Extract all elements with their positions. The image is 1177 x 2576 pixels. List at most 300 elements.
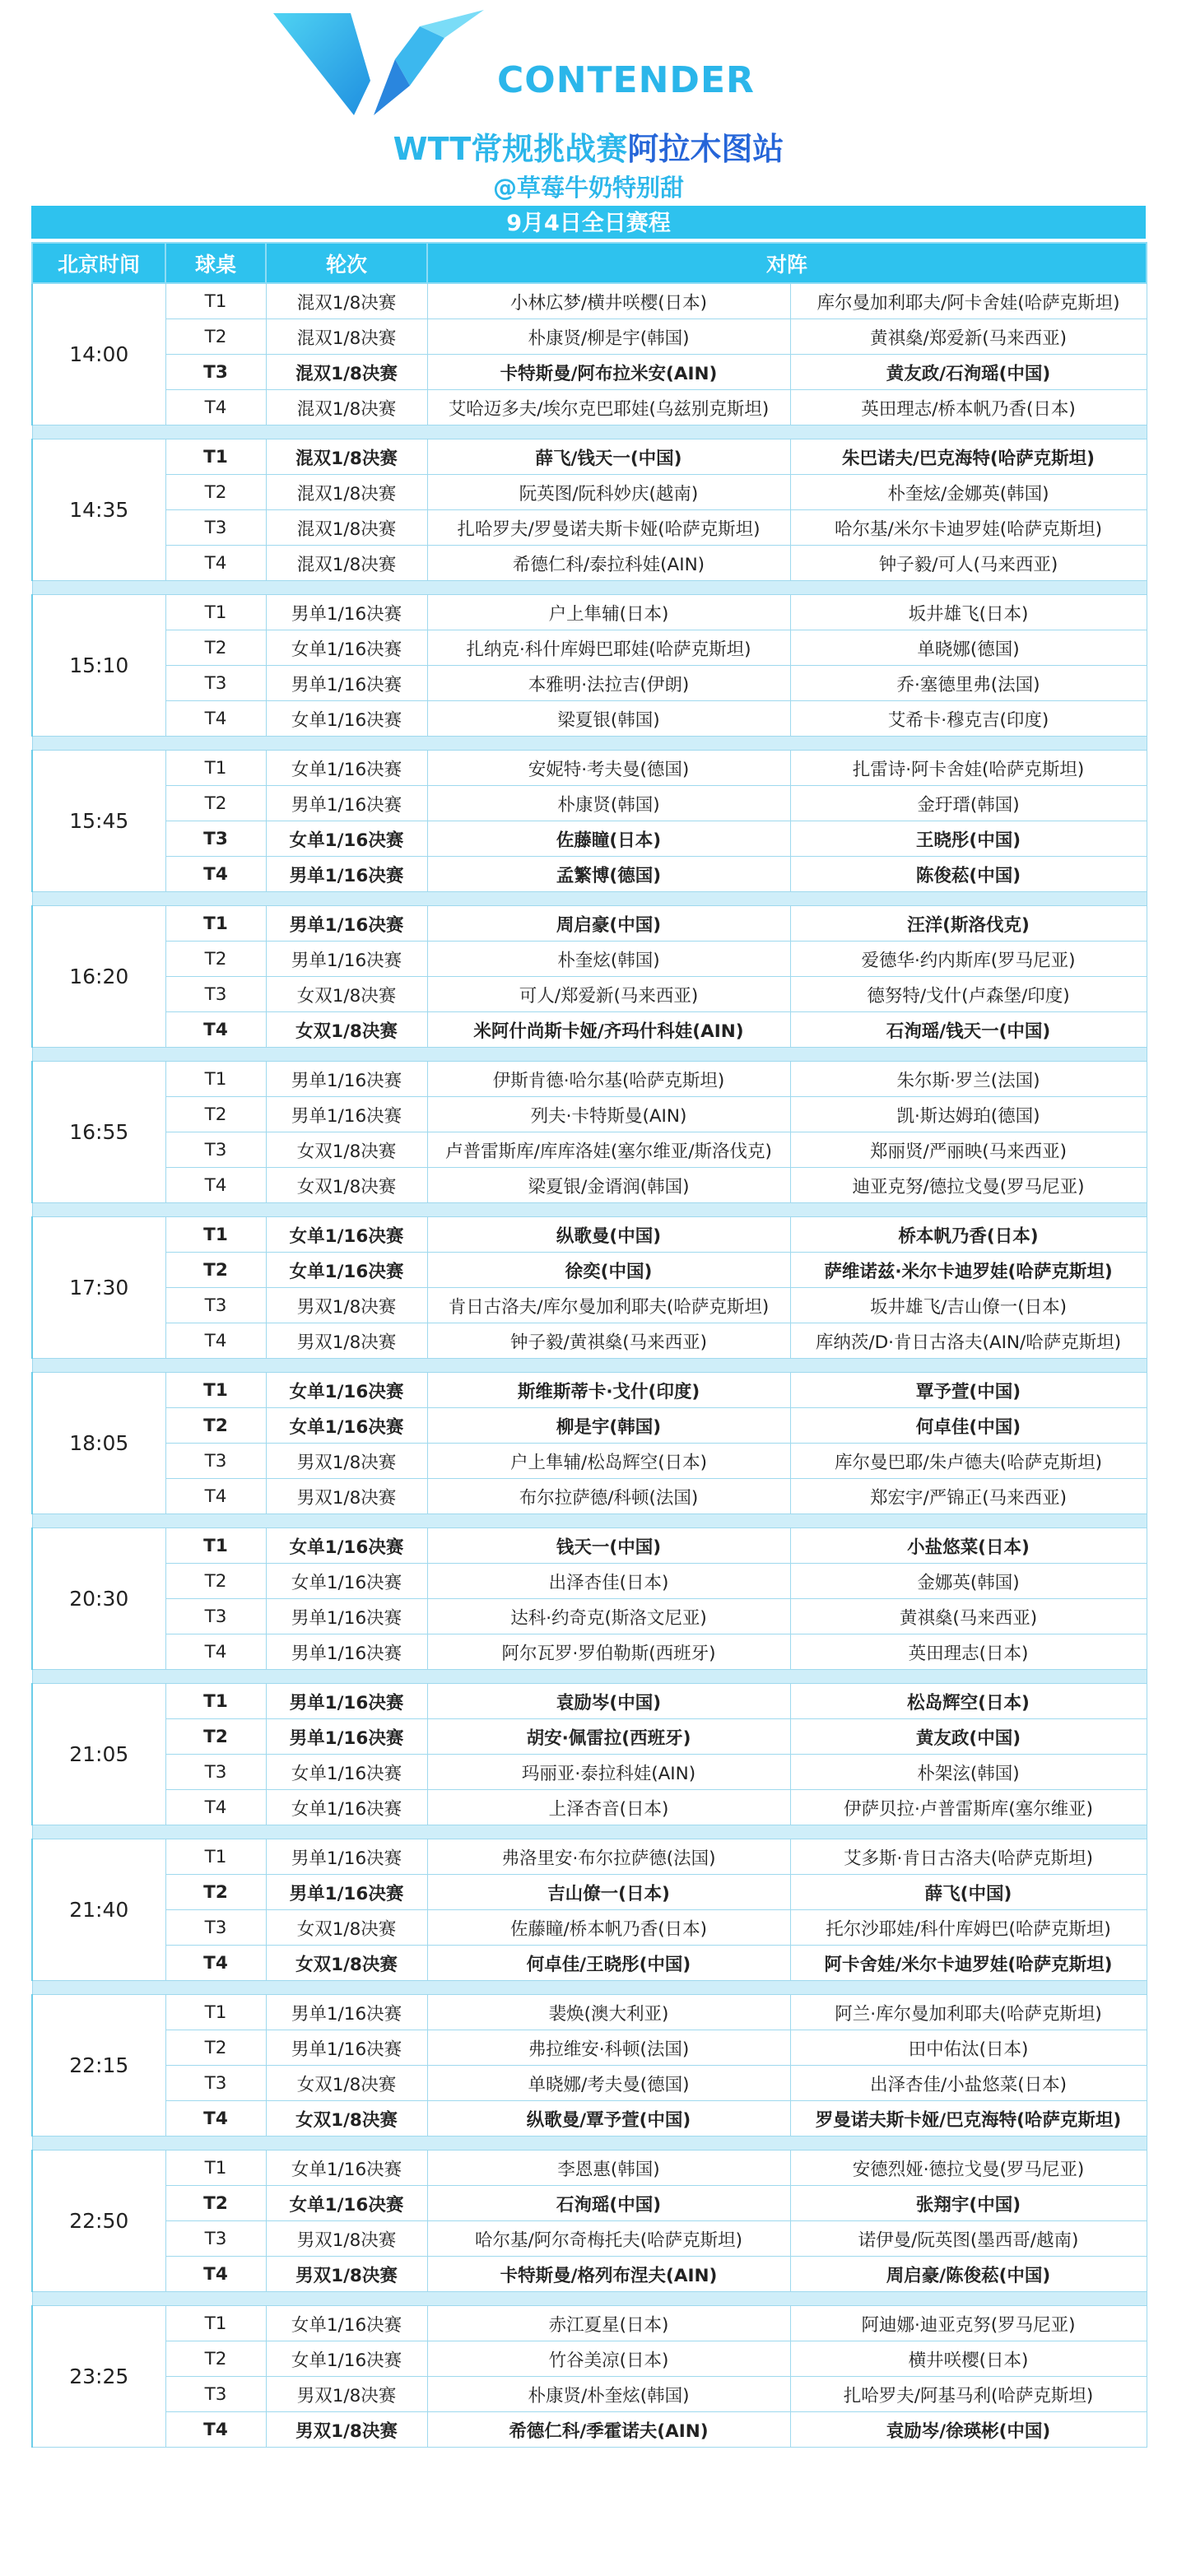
block-separator <box>32 1670 1147 1684</box>
player1-cell: 朴康贤/朴奎炫(韩国) <box>427 2377 790 2412</box>
date-title: 9月4日全日赛程 <box>31 206 1146 242</box>
table-row <box>32 786 1147 821</box>
player2-cell: 德努特/戈什(卢森堡/印度) <box>790 977 1147 1012</box>
table-cell: T3 <box>165 355 266 390</box>
player1-cell: 吉山僚一(日本) <box>427 1875 790 1910</box>
table-cell: T3 <box>165 821 266 857</box>
player2-cell: 黄友政/石洵瑶(中国) <box>790 355 1147 390</box>
time-cell: 17:30 <box>32 1217 165 1359</box>
player1-cell: 安妮特·考夫曼(德国) <box>427 751 790 786</box>
player1-cell: 薛飞/钱天一(中国) <box>427 439 790 475</box>
player2-cell: 王晓彤(中国) <box>790 821 1147 857</box>
separator-cell <box>32 892 1147 906</box>
table-cell: T1 <box>165 1684 266 1719</box>
schedule-body <box>32 283 1147 2448</box>
brand-wordmark: CONTENDER <box>497 59 755 101</box>
table-cell: T2 <box>165 1408 266 1444</box>
separator-cell <box>32 2137 1147 2151</box>
table-row <box>32 1097 1147 1132</box>
table-cell: T3 <box>165 1599 266 1634</box>
player2-cell: 朴奎炫/金娜英(韩国) <box>790 475 1147 510</box>
time-cell: 21:40 <box>32 1839 165 1981</box>
col-header-time: 北京时间 <box>32 243 165 283</box>
player1-cell: 徐奕(中国) <box>427 1253 790 1288</box>
table-cell: T3 <box>165 2221 266 2257</box>
table-cell: T4 <box>165 1946 266 1981</box>
player2-cell: 英田理志(日本) <box>790 1634 1147 1670</box>
player1-cell: 户上隼辅(日本) <box>427 595 790 630</box>
player2-cell: 钟子毅/可人(马来西亚) <box>790 546 1147 581</box>
table-cell: T3 <box>165 1755 266 1790</box>
table-row <box>32 1755 1147 1790</box>
player2-cell: 郑丽贤/严丽映(马来西亚) <box>790 1132 1147 1168</box>
player1-cell: 出泽杏佳(日本) <box>427 1564 790 1599</box>
player1-cell: 弗拉维安·科顿(法国) <box>427 2030 790 2066</box>
player2-cell: 小盐悠菜(日本) <box>790 1528 1147 1564</box>
player2-cell: 黄祺燊/郑爱新(马来西亚) <box>790 319 1147 355</box>
player1-cell: 袁励岑(中国) <box>427 1684 790 1719</box>
player1-cell: 可人/郑爱新(马来西亚) <box>427 977 790 1012</box>
player2-cell: 坂井雄飞/吉山僚一(日本) <box>790 1288 1147 1323</box>
player1-cell: 卡特斯曼/阿布拉米安(AIN) <box>427 355 790 390</box>
player2-cell: 金娜英(韩国) <box>790 1564 1147 1599</box>
table-cell: T2 <box>165 2341 266 2377</box>
time-cell: 22:50 <box>32 2151 165 2292</box>
table-cell: T1 <box>165 439 266 475</box>
round-cell: 女单1/16决赛 <box>266 2186 427 2221</box>
table-cell: T1 <box>165 1528 266 1564</box>
round-cell: 男单1/16决赛 <box>266 1097 427 1132</box>
player2-cell: 诺伊曼/阮英图(墨西哥/越南) <box>790 2221 1147 2257</box>
round-cell: 男双1/8决赛 <box>266 2257 427 2292</box>
separator-cell <box>32 1203 1147 1217</box>
player1-cell: 阿尔瓦罗·罗伯勒斯(西班牙) <box>427 1634 790 1670</box>
round-cell: 混双1/8决赛 <box>266 319 427 355</box>
round-cell: 混双1/8决赛 <box>266 510 427 546</box>
player1-cell: 周启豪(中国) <box>427 906 790 942</box>
table-cell: T4 <box>165 2101 266 2137</box>
table-row <box>32 1373 1147 1408</box>
table-row <box>32 1217 1147 1253</box>
table-cell: T3 <box>165 1288 266 1323</box>
round-cell: 女双1/8决赛 <box>266 1946 427 1981</box>
player2-cell: 汪洋(斯洛伐克) <box>790 906 1147 942</box>
round-cell: 女双1/8决赛 <box>266 1910 427 1946</box>
table-row <box>32 2066 1147 2101</box>
player2-cell: 库尔曼巴耶/朱卢德夫(哈萨克斯坦) <box>790 1444 1147 1479</box>
table-cell: T4 <box>165 546 266 581</box>
round-cell: 男单1/16决赛 <box>266 786 427 821</box>
player1-cell: 布尔拉萨德/科顿(法国) <box>427 1479 790 1514</box>
player1-cell: 赤江夏星(日本) <box>427 2306 790 2341</box>
table-cell: T2 <box>165 1097 266 1132</box>
player2-cell: 阿卡舍娃/米尔卡迪罗娃(哈萨克斯坦) <box>790 1946 1147 1981</box>
table-cell: T3 <box>165 666 266 701</box>
player2-cell: 托尔沙耶娃/科什库姆巴(哈萨克斯坦) <box>790 1910 1147 1946</box>
round-cell: 混双1/8决赛 <box>266 475 427 510</box>
player2-cell: 松岛辉空(日本) <box>790 1684 1147 1719</box>
player2-cell: 库纳茨/D·肯日古洛夫(AIN/哈萨克斯坦) <box>790 1323 1147 1359</box>
round-cell: 男双1/8决赛 <box>266 2377 427 2412</box>
time-cell: 22:15 <box>32 1995 165 2137</box>
player1-cell: 裴焕(澳大利亚) <box>427 1995 790 2030</box>
player2-cell: 库尔曼加利耶夫/阿卡舍娃(哈萨克斯坦) <box>790 283 1147 319</box>
table-row <box>32 1168 1147 1203</box>
table-row <box>32 1288 1147 1323</box>
player1-cell: 户上隼辅/松岛辉空(日本) <box>427 1444 790 1479</box>
player1-cell: 朴奎炫(韩国) <box>427 942 790 977</box>
table-header-row <box>32 243 1147 283</box>
table-cell: T2 <box>165 319 266 355</box>
player1-cell: 朴康贤(韩国) <box>427 786 790 821</box>
player2-cell: 横井咲樱(日本) <box>790 2341 1147 2377</box>
round-cell: 混双1/8决赛 <box>266 439 427 475</box>
table-cell: T2 <box>165 1564 266 1599</box>
time-cell: 21:05 <box>32 1684 165 1825</box>
table-row <box>32 2306 1147 2341</box>
block-separator <box>32 2292 1147 2306</box>
player2-cell: 艾希卡·穆克吉(印度) <box>790 701 1147 737</box>
separator-cell <box>32 1670 1147 1684</box>
round-cell: 女单1/16决赛 <box>266 751 427 786</box>
table-cell: T2 <box>165 1253 266 1288</box>
player1-cell: 哈尔基/阿尔奇梅托夫(哈萨克斯坦) <box>427 2221 790 2257</box>
page-title <box>0 123 1177 169</box>
table-row <box>32 1479 1147 1514</box>
player1-cell: 何卓佳/王晓彤(中国) <box>427 1946 790 1981</box>
table-cell: T2 <box>165 1719 266 1755</box>
table-row <box>32 1910 1147 1946</box>
player1-cell: 梁夏银/金谞润(韩国) <box>427 1168 790 1203</box>
player1-cell: 卢普雷斯库/库库洛娃(塞尔维亚/斯洛伐克) <box>427 1132 790 1168</box>
author-handle: @草莓牛奶特别甜 <box>492 174 684 202</box>
player1-cell: 钟子毅/黄祺燊(马来西亚) <box>427 1323 790 1359</box>
block-separator <box>32 2137 1147 2151</box>
table-cell: T3 <box>165 1910 266 1946</box>
round-cell: 女单1/16决赛 <box>266 1253 427 1288</box>
table-row <box>32 821 1147 857</box>
player1-cell: 希德仁科/泰拉科娃(AIN) <box>427 546 790 581</box>
player1-cell: 石洵瑶(中国) <box>427 2186 790 2221</box>
block-separator <box>32 1825 1147 1839</box>
round-cell: 男单1/16决赛 <box>266 595 427 630</box>
round-cell: 女单1/16决赛 <box>266 2306 427 2341</box>
table-row <box>32 2257 1147 2292</box>
player1-cell: 胡安·佩雷拉(西班牙) <box>427 1719 790 1755</box>
player1-cell: 达科·约奇克(斯洛文尼亚) <box>427 1599 790 1634</box>
round-cell: 混双1/8决赛 <box>266 390 427 425</box>
player2-cell: 爱德华·约内斯库(罗马尼亚) <box>790 942 1147 977</box>
block-separator <box>32 1514 1147 1528</box>
player1-cell: 纵歌曼(中国) <box>427 1217 790 1253</box>
table-cell: T1 <box>165 1373 266 1408</box>
separator-cell <box>32 425 1147 439</box>
player1-cell: 梁夏银(韩国) <box>427 701 790 737</box>
round-cell: 男单1/16决赛 <box>266 857 427 892</box>
player2-cell: 朴架泫(韩国) <box>790 1755 1147 1790</box>
table-cell: T3 <box>165 2377 266 2412</box>
player1-cell: 斯维斯蒂卡·戈什(印度) <box>427 1373 790 1408</box>
player2-cell: 黄祺燊(马来西亚) <box>790 1599 1147 1634</box>
table-row <box>32 1719 1147 1755</box>
player2-cell: 周启豪/陈俊菘(中国) <box>790 2257 1147 2292</box>
table-row <box>32 1946 1147 1981</box>
round-cell: 男双1/8决赛 <box>266 2221 427 2257</box>
round-cell: 男双1/8决赛 <box>266 2412 427 2448</box>
time-cell: 14:35 <box>32 439 165 581</box>
player1-cell: 弗洛里安·布尔拉萨德(法国) <box>427 1839 790 1875</box>
table-row <box>32 1839 1147 1875</box>
table-cell: T4 <box>165 701 266 737</box>
separator-cell <box>32 1359 1147 1373</box>
table-cell: T1 <box>165 1839 266 1875</box>
table-row <box>32 2186 1147 2221</box>
player1-cell: 卡特斯曼/格列布涅夫(AIN) <box>427 2257 790 2292</box>
round-cell: 男单1/16决赛 <box>266 2030 427 2066</box>
round-cell: 女双1/8决赛 <box>266 1012 427 1048</box>
player2-cell: 迪亚克努/德拉戈曼(罗马尼亚) <box>790 1168 1147 1203</box>
table-row <box>32 355 1147 390</box>
player2-cell: 黄友政(中国) <box>790 1719 1147 1755</box>
round-cell: 混双1/8决赛 <box>266 355 427 390</box>
table-cell: T2 <box>165 1875 266 1910</box>
round-cell: 女双1/8决赛 <box>266 1132 427 1168</box>
table-cell: T1 <box>165 2306 266 2341</box>
round-cell: 混双1/8决赛 <box>266 283 427 319</box>
round-cell: 男单1/16决赛 <box>266 666 427 701</box>
round-cell: 男单1/16决赛 <box>266 942 427 977</box>
round-cell: 男单1/16决赛 <box>266 1875 427 1910</box>
player1-cell: 佐藤瞳/桥本帆乃香(日本) <box>427 1910 790 1946</box>
round-cell: 男单1/16决赛 <box>266 1719 427 1755</box>
separator-cell <box>32 581 1147 595</box>
table-cell: T4 <box>165 1323 266 1359</box>
header <box>0 0 1177 206</box>
table-cell: T4 <box>165 2257 266 2292</box>
player2-cell: 桥本帆乃香(日本) <box>790 1217 1147 1253</box>
player2-cell: 张翔宇(中国) <box>790 2186 1147 2221</box>
player2-cell: 陈俊菘(中国) <box>790 857 1147 892</box>
table-row <box>32 1444 1147 1479</box>
table-row <box>32 2030 1147 2066</box>
player1-cell: 柳是宇(韩国) <box>427 1408 790 1444</box>
table-row <box>32 1253 1147 1288</box>
table-row <box>32 1564 1147 1599</box>
separator-cell <box>32 2292 1147 2306</box>
player1-cell: 玛丽亚·泰拉科娃(AIN) <box>427 1755 790 1790</box>
player2-cell: 阿迪娜·迪亚克努(罗马尼亚) <box>790 2306 1147 2341</box>
table-cell: T3 <box>165 1444 266 1479</box>
player1-cell: 米阿什尚斯卡娅/齐玛什科娃(AIN) <box>427 1012 790 1048</box>
block-separator <box>32 1359 1147 1373</box>
player1-cell: 纵歌曼/覃予萱(中国) <box>427 2101 790 2137</box>
player2-cell: 伊萨贝拉·卢普雷斯库(塞尔维亚) <box>790 1790 1147 1825</box>
time-cell: 14:00 <box>32 283 165 425</box>
block-separator <box>32 737 1147 751</box>
table-row <box>32 1323 1147 1359</box>
player1-cell: 肯日古洛夫/库尔曼加利耶夫(哈萨克斯坦) <box>427 1288 790 1323</box>
separator-cell <box>32 1825 1147 1839</box>
round-cell: 女单1/16决赛 <box>266 1790 427 1825</box>
round-cell: 女双1/8决赛 <box>266 1168 427 1203</box>
table-cell: T1 <box>165 2151 266 2186</box>
table-cell: T2 <box>165 475 266 510</box>
table-row <box>32 595 1147 630</box>
round-cell: 女单1/16决赛 <box>266 1373 427 1408</box>
table-cell: T1 <box>165 906 266 942</box>
table-cell: T1 <box>165 1062 266 1097</box>
player1-cell: 上泽杏音(日本) <box>427 1790 790 1825</box>
player2-cell: 阿兰·库尔曼加利耶夫(哈萨克斯坦) <box>790 1995 1147 2030</box>
player1-cell: 竹谷美凉(日本) <box>427 2341 790 2377</box>
contender-logo-icon <box>272 10 486 117</box>
table-row <box>32 751 1147 786</box>
player2-cell: 艾多斯·肯日古洛夫(哈萨克斯坦) <box>790 1839 1147 1875</box>
player1-cell: 钱天一(中国) <box>427 1528 790 1564</box>
player2-cell: 单晓娜(德国) <box>790 630 1147 666</box>
player2-cell: 罗曼诺夫斯卡娅/巴克海特(哈萨克斯坦) <box>790 2101 1147 2137</box>
player2-cell: 安德烈娅·德拉戈曼(罗马尼亚) <box>790 2151 1147 2186</box>
round-cell: 男单1/16决赛 <box>266 1839 427 1875</box>
player2-cell: 朱尔斯·罗兰(法国) <box>790 1062 1147 1097</box>
table-row <box>32 1599 1147 1634</box>
block-separator <box>32 1981 1147 1995</box>
table-cell: T1 <box>165 1995 266 2030</box>
time-cell: 16:55 <box>32 1062 165 1203</box>
table-row <box>32 857 1147 892</box>
block-separator <box>32 892 1147 906</box>
round-cell: 男双1/8决赛 <box>266 1479 427 1514</box>
table-row <box>32 2412 1147 2448</box>
table-row <box>32 1132 1147 1168</box>
round-cell: 男单1/16决赛 <box>266 1062 427 1097</box>
table-row <box>32 1528 1147 1564</box>
player1-cell: 朴康贤/柳是宇(韩国) <box>427 319 790 355</box>
player1-cell: 本雅明·法拉吉(伊朗) <box>427 666 790 701</box>
round-cell: 女双1/8决赛 <box>266 2101 427 2137</box>
separator-cell <box>32 1981 1147 1995</box>
table-row <box>32 1790 1147 1825</box>
table-row <box>32 1995 1147 2030</box>
player2-cell: 袁励岑/徐瑛彬(中国) <box>790 2412 1147 2448</box>
table-row <box>32 1408 1147 1444</box>
title-part-2: 阿拉木图站 <box>627 131 784 167</box>
col-header-matchup: 对阵 <box>427 243 1147 283</box>
round-cell: 女单1/16决赛 <box>266 2341 427 2377</box>
table-cell: T4 <box>165 1479 266 1514</box>
col-header-table: 球桌 <box>165 243 266 283</box>
table-cell: T1 <box>165 751 266 786</box>
player2-cell: 扎雷诗·阿卡舍娃(哈萨克斯坦) <box>790 751 1147 786</box>
round-cell: 男单1/16决赛 <box>266 1599 427 1634</box>
col-header-round: 轮次 <box>266 243 427 283</box>
player2-cell: 英田理志/桥本帆乃香(日本) <box>790 390 1147 425</box>
table-row <box>32 977 1147 1012</box>
time-cell: 18:05 <box>32 1373 165 1514</box>
player1-cell: 希德仁科/季霍诺夫(AIN) <box>427 2412 790 2448</box>
table-row <box>32 2221 1147 2257</box>
table-cell: T3 <box>165 510 266 546</box>
table-row <box>32 630 1147 666</box>
player2-cell: 朱巴诺夫/巴克海特(哈萨克斯坦) <box>790 439 1147 475</box>
table-row <box>32 2101 1147 2137</box>
table-row <box>32 2341 1147 2377</box>
player2-cell: 乔·塞德里弗(法国) <box>790 666 1147 701</box>
table-cell: T4 <box>165 1634 266 1670</box>
table-cell: T4 <box>165 390 266 425</box>
player2-cell: 郑宏宇/严锦正(马来西亚) <box>790 1479 1147 1514</box>
player1-cell: 艾哈迈多夫/埃尔克巴耶娃(乌兹别克斯坦) <box>427 390 790 425</box>
table-row <box>32 390 1147 425</box>
player2-cell: 坂井雄飞(日本) <box>790 595 1147 630</box>
time-cell: 23:25 <box>32 2306 165 2448</box>
player2-cell: 金玗瑨(韩国) <box>790 786 1147 821</box>
table-cell: T4 <box>165 1012 266 1048</box>
table-row <box>32 1684 1147 1719</box>
round-cell: 女单1/16决赛 <box>266 1217 427 1253</box>
block-separator <box>32 425 1147 439</box>
table-row <box>32 283 1147 319</box>
table-cell: T2 <box>165 630 266 666</box>
table-row <box>32 546 1147 581</box>
player2-cell: 石洵瑶/钱天一(中国) <box>790 1012 1147 1048</box>
player2-cell: 凯·斯达姆珀(德国) <box>790 1097 1147 1132</box>
block-separator <box>32 581 1147 595</box>
player1-cell: 扎哈罗夫/罗曼诺夫斯卡娅(哈萨克斯坦) <box>427 510 790 546</box>
time-cell: 15:45 <box>32 751 165 892</box>
player1-cell: 阮英图/阮科妙庆(越南) <box>427 475 790 510</box>
round-cell: 男单1/16决赛 <box>266 1995 427 2030</box>
table-cell: T1 <box>165 283 266 319</box>
round-cell: 女单1/16决赛 <box>266 701 427 737</box>
block-separator <box>32 1048 1147 1062</box>
table-row <box>32 942 1147 977</box>
schedule-table <box>31 242 1147 2448</box>
player2-cell: 出泽杏佳/小盐悠菜(日本) <box>790 2066 1147 2101</box>
table-cell: T3 <box>165 2066 266 2101</box>
table-row <box>32 510 1147 546</box>
block-separator <box>32 1203 1147 1217</box>
table-row <box>32 666 1147 701</box>
table-cell: T2 <box>165 2186 266 2221</box>
table-cell: T1 <box>165 1217 266 1253</box>
round-cell: 女单1/16决赛 <box>266 630 427 666</box>
table-cell: T3 <box>165 1132 266 1168</box>
table-cell: T2 <box>165 2030 266 2066</box>
table-row <box>32 1875 1147 1910</box>
table-cell: T4 <box>165 1168 266 1203</box>
table-row <box>32 2151 1147 2186</box>
player1-cell: 李恩惠(韩国) <box>427 2151 790 2186</box>
player1-cell: 伊斯肯德·哈尔基(哈萨克斯坦) <box>427 1062 790 1097</box>
round-cell: 男单1/16决赛 <box>266 1684 427 1719</box>
table-row <box>32 2377 1147 2412</box>
table-row <box>32 319 1147 355</box>
round-cell: 女单1/16决赛 <box>266 1564 427 1599</box>
round-cell: 女单1/16决赛 <box>266 821 427 857</box>
player2-cell: 薛飞(中国) <box>790 1875 1147 1910</box>
round-cell: 女双1/8决赛 <box>266 977 427 1012</box>
player1-cell: 小林広梦/横井咲樱(日本) <box>427 283 790 319</box>
table-row <box>32 439 1147 475</box>
separator-cell <box>32 1048 1147 1062</box>
time-cell: 15:10 <box>32 595 165 737</box>
table-row <box>32 1634 1147 1670</box>
player1-cell: 扎纳克·科什库姆巴耶娃(哈萨克斯坦) <box>427 630 790 666</box>
player1-cell: 单晓娜/考夫曼(德国) <box>427 2066 790 2101</box>
table-cell: T3 <box>165 977 266 1012</box>
table-cell: T2 <box>165 786 266 821</box>
